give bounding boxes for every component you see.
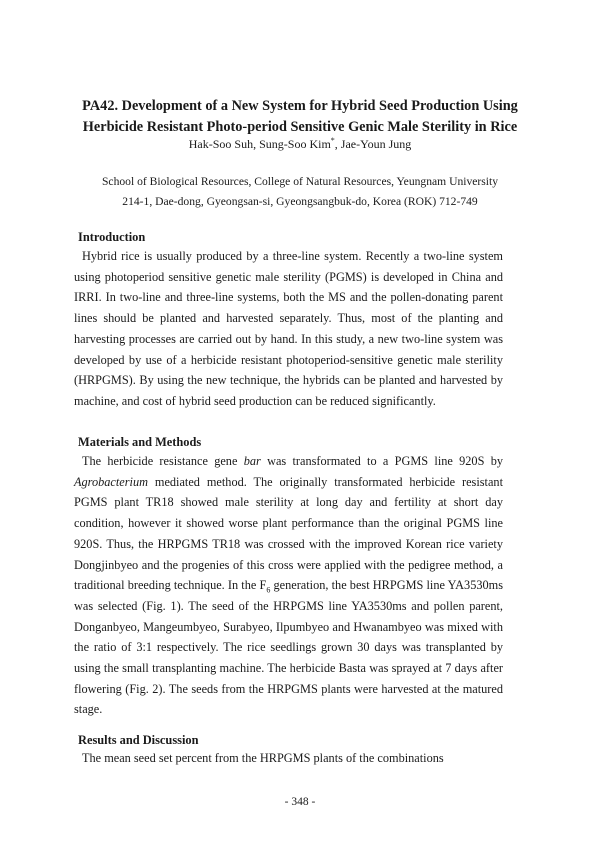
section-heading-introduction: Introduction	[78, 230, 146, 244]
author-list	[60, 136, 540, 152]
section-heading-results: Results and Discussion	[78, 733, 199, 747]
methods-text-3: mediated method. The originally transformated herbicide resistant PGMS plant TR18 showed male sterility at long day and fertility at short day condition, however it showed worse plant performance than the original PGMS line 920S. Thus, the HRPGMS TR18 was crossed with the improved Korean rice variety Dongjinbyeo and the progenies of this cross were applied with the pedigree method, a traditional breeding technique. In the F	[74, 474, 503, 593]
author-3: , Jae-Youn Jung	[334, 137, 412, 151]
methods-text-1: The herbicide resistance gene	[82, 454, 244, 468]
agrobacterium-name: Agrobacterium	[74, 474, 148, 489]
results-paragraph: The mean seed set percent from the HRPGMS plants of the combinations	[82, 751, 444, 765]
corresponding-author-mark: *	[330, 136, 335, 145]
methods-paragraph	[74, 451, 503, 720]
paper-title	[60, 96, 540, 138]
title-line-1: PA42. Development of a New System for Hybrid Seed Production Using	[82, 98, 518, 114]
gene-name: bar	[243, 454, 261, 468]
methods-text-4: generation, the best HRPGMS line YA3530ms was selected (Fig. 1). The seed of the HRPGMS line YA3530ms and pollen parent, Donganbyeo, Mangeumbyeo, Surabyeo, Ilpumbyeo and Hwanambyeo was mixed with the ratio of 3:1 respectively. The rice seedlings grown 30 days was transplanted by using the small transplanting machine. The herbicide Basta was sprayed at 7 days after flowering (Fig. 2). The seeds from the HRPGMS plants were harvested at the matured stage.	[74, 578, 503, 717]
affiliation	[60, 172, 540, 211]
affiliation-line-1: School of Biological Resources, College of Natural Resources, Yeungnam University	[101, 175, 499, 188]
methods-text-2: was transformated to a PGMS line 920S by	[260, 454, 503, 468]
section-heading-methods: Materials and Methods	[78, 435, 202, 449]
introduction-paragraph: Hybrid rice is usually produced by a three-line system. Recently a two-line system using photoperiod sensitive genetic male sterility (PGMS) is developed in China and IRRI. In two-line and three-line systems, both the MS and the pollen-donating parent lines should be planted and harvested separately. Thus, most of the planting and harvesting processes are carried out by hand. In this study, a new two-line system was developed by use of a herbicide resistant photoperiod-sensitive genetic male sterility (HRPGMS). By using the new technique, the hybrids can be planted and harvested by machine, and cost of hybrid seed production can be reduced significantly.	[74, 249, 503, 408]
author-1: Hak-Soo Suh,	[188, 137, 260, 151]
author-2: Sung-Soo Kim	[259, 137, 331, 151]
page-number: - 348 -	[284, 796, 316, 808]
generation-subscript: 6	[266, 585, 271, 595]
title-line-2: Herbicide Resistant Photo-period Sensitive Genic Male Sterility in Rice	[82, 119, 518, 135]
affiliation-line-2: 214-1, Dae-dong, Gyeongsan-si, Gyeongsangbuk-do, Korea (ROK) 712-749	[122, 194, 478, 208]
